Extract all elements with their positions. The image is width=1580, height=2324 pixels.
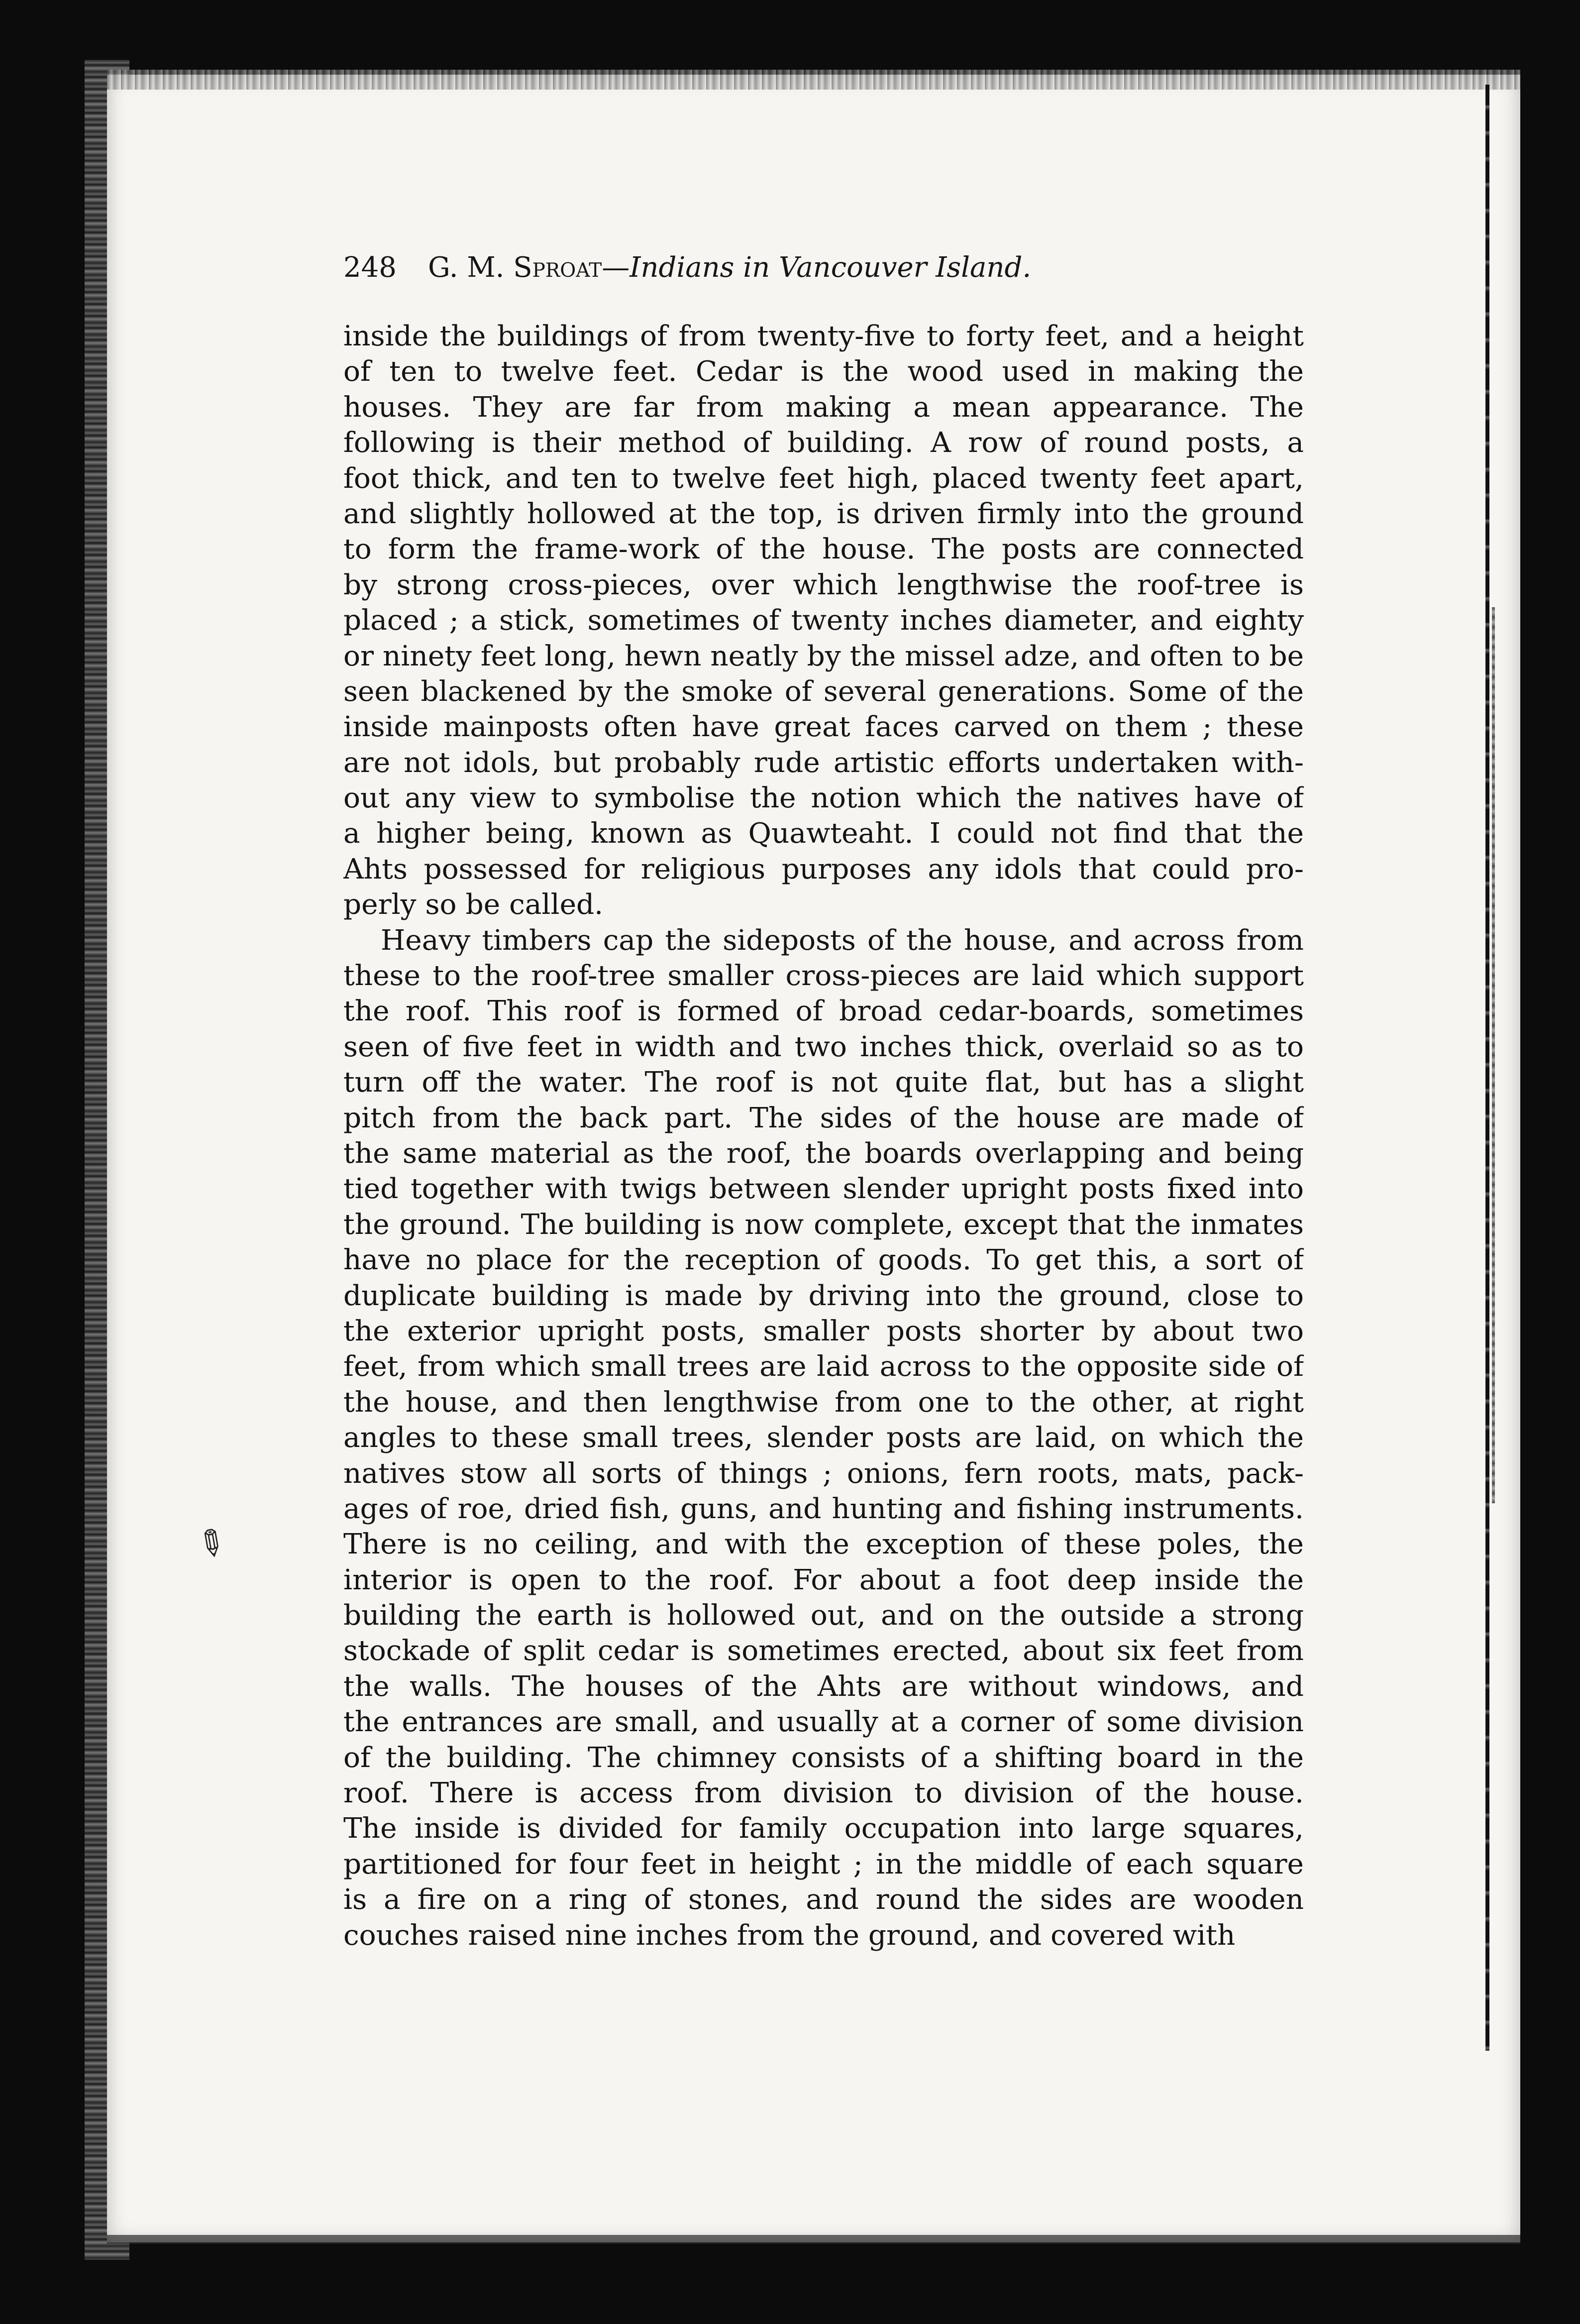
paragraph <box>343 319 1304 923</box>
scan-bottom-edge <box>107 2235 1520 2244</box>
text-line: stockade of split cedar is sometimes erected, about six feet from <box>343 1635 1304 1667</box>
text-line: houses. They are far from making a mean appearance. The <box>343 391 1304 424</box>
text-line: are not idols, but probably rude artistic efforts undertaken with- <box>343 746 1304 779</box>
text-line: Heavy timbers cap the sideposts of the house, and across from <box>381 924 1304 957</box>
text-line: inside mainposts often have great faces carved on them ; these <box>343 711 1304 744</box>
text-line: The inside is divided for family occupation into large squares, <box>343 1812 1304 1845</box>
text-line: interior is open to the roof. For about a foot deep inside the <box>343 1563 1304 1596</box>
text-line: There is no ceiling, and with the exception of these poles, the <box>343 1528 1304 1561</box>
text-line: the same material as the roof, the boards overlapping and being <box>343 1137 1304 1170</box>
body-text <box>343 319 1304 1953</box>
running-header <box>343 251 1304 296</box>
text-line: inside the buildings of from twenty-five to forty feet, and a height <box>343 320 1304 352</box>
text-line: foot thick, and ten to twelve feet high, placed twenty feet apart, <box>343 462 1304 495</box>
text-line: have no place for the reception of goods. To get this, a sort of <box>343 1244 1304 1277</box>
page-number: 248 <box>343 251 397 284</box>
text-line: natives stow all sorts of things ; onions, fern roots, mats, pack- <box>343 1457 1304 1490</box>
text-line: is a fire on a ring of stones, and round the sides are wooden <box>343 1883 1304 1916</box>
text-line: of ten to twelve feet. Cedar is the wood used in making the <box>343 355 1304 388</box>
text-line: a higher being, known as Quawteaht. I could not find that the <box>343 817 1304 850</box>
text-line: or ninety feet long, hewn neatly by the missel adze, and often to be <box>343 640 1304 672</box>
scan-top-edge <box>107 70 1520 90</box>
text-line: out any view to symbolise the notion which the natives have of <box>343 782 1304 815</box>
text-line: angles to these small trees, slender posts are laid, on which the <box>343 1422 1304 1454</box>
header-separator: — <box>602 251 630 284</box>
text-line: pitch from the back part. The sides of the house are made of <box>343 1102 1304 1134</box>
header-author: G. M. Sproat <box>428 251 602 284</box>
paragraph <box>343 923 1304 1953</box>
text-line: the entrances are small, and usually at a corner of some division <box>343 1706 1304 1739</box>
right-margin-rule-secondary <box>1492 607 1495 1503</box>
text-line: perly so be called. <box>343 888 604 921</box>
text-line: duplicate building is made by driving into the ground, close to <box>343 1279 1304 1312</box>
header-title: Indians in Vancouver Island. <box>630 251 1032 284</box>
text-line: the house, and then lengthwise from one to the other, at right <box>343 1386 1304 1419</box>
text-line: placed ; a stick, sometimes of twenty inches diameter, and eighty <box>343 604 1304 637</box>
text-line: turn off the water. The roof is not quite flat, but has a slight <box>343 1066 1304 1099</box>
text-line: the walls. The houses of the Ahts are without windows, and <box>343 1670 1304 1703</box>
text-line: following is their method of building. A row of round posts, a <box>343 427 1304 459</box>
text-line: of the building. The chimney consists of a shifting board in the <box>343 1741 1304 1774</box>
text-line: these to the roof-tree smaller cross-pieces are laid which support <box>343 960 1304 993</box>
text-line: feet, from which small trees are laid across to the opposite side of <box>343 1350 1304 1383</box>
text-line: Ahts possessed for religious purposes any idols that could pro- <box>343 853 1304 885</box>
text-line: couches raised nine inches from the ground, and covered with <box>343 1919 1236 1952</box>
text-line: the exterior upright posts, smaller posts shorter by about two <box>343 1315 1304 1347</box>
text-line: partitioned for four feet in height ; in the middle of each square <box>343 1848 1304 1881</box>
text-line: to form the frame-work of the house. The posts are connected <box>343 533 1304 566</box>
text-line: ages of roe, dried fish, guns, and hunting and fishing instruments. <box>343 1492 1304 1525</box>
running-head <box>428 251 1031 284</box>
margin-smudge: ✎ <box>187 1518 235 1569</box>
text-line: seen blackened by the smoke of several generations. Some of the <box>343 675 1304 708</box>
text-line: seen of five feet in width and two inches thick, overlaid so as to <box>343 1030 1304 1063</box>
text-line: by strong cross-pieces, over which lengthwise the roof-tree is <box>343 568 1304 601</box>
text-line: tied together with twigs between slender upright posts fixed into <box>343 1173 1304 1206</box>
text-line: the ground. The building is now complete, except that the inmates <box>343 1208 1304 1241</box>
text-line: the roof. This roof is formed of broad cedar-boards, sometimes <box>343 995 1304 1028</box>
text-line: building the earth is hollowed out, and on the outside a strong <box>343 1599 1304 1632</box>
text-line: and slightly hollowed at the top, is driven firmly into the ground <box>343 497 1304 530</box>
right-margin-rule <box>1485 85 1489 2051</box>
text-line: roof. There is access from division to division of the house. <box>343 1777 1304 1810</box>
